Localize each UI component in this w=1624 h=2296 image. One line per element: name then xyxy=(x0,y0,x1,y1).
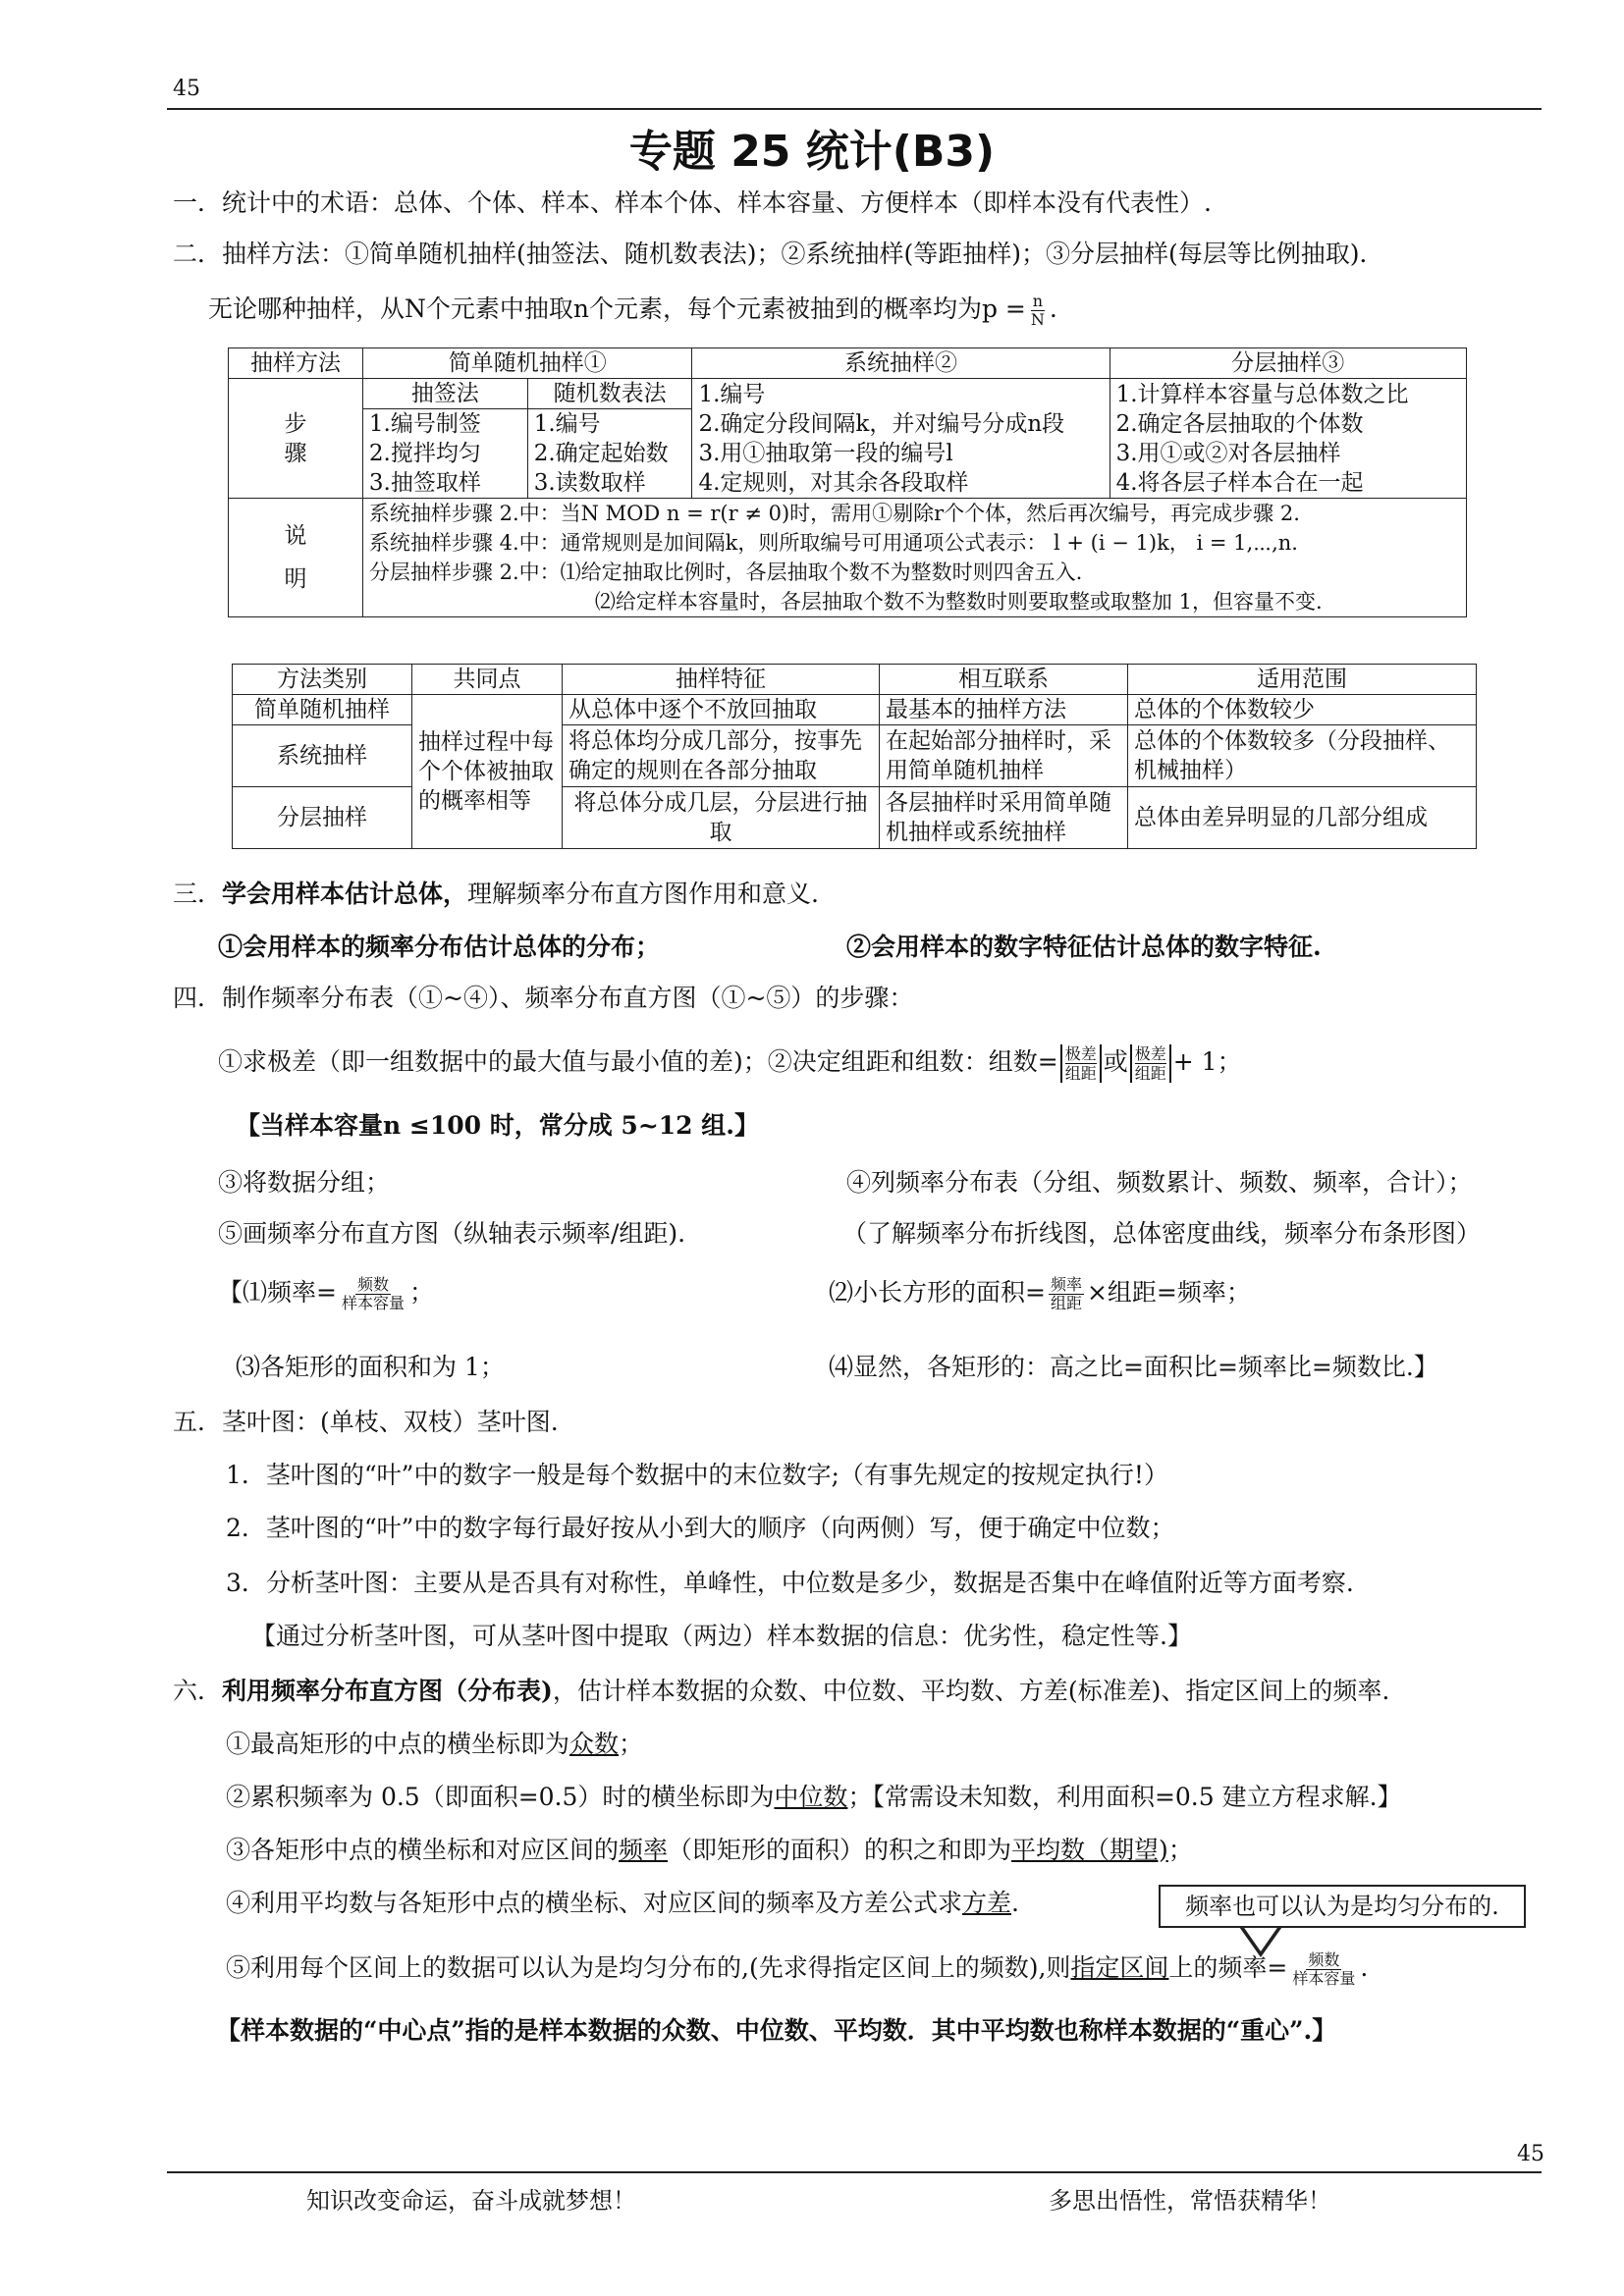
footer-page-number: 45 xyxy=(1517,2142,1544,2166)
table1-stratified-steps xyxy=(1110,379,1466,499)
text: ； xyxy=(408,1278,434,1307)
fraction-denominator: N xyxy=(1030,310,1045,329)
table2-relation: 最基本的抽样方法 xyxy=(880,695,1128,725)
text: ①求极差（即一组数据中的最大值与最小值的差)；②决定组距和组数：组数= xyxy=(218,1047,1058,1076)
step: 3.抽签取样 xyxy=(368,470,481,496)
footer-right-motto: 多思出悟性，常悟获精华！ xyxy=(1049,2187,1331,2215)
text: 理解频率分布直方图作用和意义. xyxy=(467,880,819,908)
step: 4.将各层子样本合在一起 xyxy=(1115,469,1364,496)
fraction xyxy=(1290,1951,1357,1988)
section-5-line1: 五．茎叶图：(单枝、双枝）茎叶图. xyxy=(173,1408,559,1436)
underlined-term: 频率 xyxy=(619,1836,669,1864)
section-5-p1: 1．茎叶图的“叶”中的数字一般是每个数据中的末位数字;（有事先规定的按规定执行!） xyxy=(226,1461,1168,1489)
text: ⑤利用每个区间上的数据可以认为是均匀分布的,(先求得指定区间上的频数),则 xyxy=(226,1953,1071,1982)
step: 4.定规则，对其余各段取样 xyxy=(698,469,969,496)
text: 或 xyxy=(1103,1047,1128,1076)
table2-relation: 在起始部分抽样时，采用简单随机抽样 xyxy=(880,725,1128,787)
section-4-line1: 四．制作频率分布表（①~④）、频率分布直方图（①~⑤）的步骤： xyxy=(173,984,914,1012)
text: ×组距=频率； xyxy=(1086,1278,1251,1307)
text: ； xyxy=(619,1730,644,1758)
text: ②累积频率为 0.5（即面积=0.5）时的横坐标即为 xyxy=(226,1783,775,1811)
table2-common: 抽样过程中每个个体被抽取的概率相等 xyxy=(412,695,563,849)
underlined-term: 方差 xyxy=(962,1889,1012,1917)
formula-area-sum: ⑶各矩形的面积和为 1； xyxy=(236,1353,505,1381)
table1-random-table-steps xyxy=(527,409,692,499)
section-3-line1 xyxy=(173,878,819,911)
table1-notes-label: 说 明 xyxy=(229,499,363,617)
table2-header: 抽样特征 xyxy=(563,665,880,695)
note: 系统抽样步骤 4.中：通常规则是加间隔k，则所取编号可用通项公式表示： l + (i − 1)k， i = 1,⋯,n. xyxy=(368,531,1298,555)
text: ④利用平均数与各矩形中点的横坐标、对应区间的频率及方差公式求 xyxy=(226,1889,963,1917)
bold-text: 利用频率分布直方图（分布表) xyxy=(222,1677,553,1705)
section-6-p4 xyxy=(226,1887,1019,1920)
fraction-numerator: 频率 xyxy=(1050,1275,1082,1294)
fraction-numerator: 频数 xyxy=(1308,1950,1340,1969)
section-1: 一．统计中的术语：总体、个体、样本、样本个体、样本容量、方便样本（即样本没有代表性）. xyxy=(173,188,1212,217)
formula-ratios: ⑷显然，各矩形的：高之比=面积比=频率比=频数比.】 xyxy=(829,1353,1438,1381)
fraction-numerator: 极差 xyxy=(1134,1044,1166,1063)
fraction-denominator: 组距 xyxy=(1134,1064,1166,1083)
table2-relation: 各层抽样时采用简单随机抽样或系统抽样 xyxy=(880,787,1128,849)
section-6-p5 xyxy=(226,1951,1368,1988)
fraction-numerator: n xyxy=(1032,292,1044,310)
probability-suffix: . xyxy=(1049,294,1057,323)
section-6-line1 xyxy=(173,1675,1389,1708)
section-2-line1: 二．抽样方法：①简单随机抽样(抽签法、随机数表法)；②系统抽样(等距抽样)；③分层抽样(每层等比例抽取)． xyxy=(173,240,1384,268)
step: 2.确定各层抽取的个体数 xyxy=(1115,410,1364,437)
table2-scope: 总体的个体数较多（分段抽样、机械抽样） xyxy=(1128,725,1477,787)
text: ；【常需设未知数，利用面积=0.5 建立方程求解.】 xyxy=(847,1783,1402,1811)
section-2-line2 xyxy=(208,293,1057,329)
fraction-numerator: 频数 xyxy=(356,1275,389,1294)
table1-random-table-header: 随机数表法 xyxy=(527,379,692,409)
section-5-note: 【通过分析茎叶图，可从茎叶图中提取（两边）样本数据的信息：优劣性，稳定性等.】 xyxy=(251,1622,1192,1650)
underlined-term: 指定区间 xyxy=(1070,1953,1169,1982)
fraction xyxy=(1049,1276,1084,1312)
fraction-denominator: 样本容量 xyxy=(341,1294,405,1312)
text: ⑵小长方形的面积= xyxy=(829,1278,1046,1307)
table2-header: 共同点 xyxy=(412,665,563,695)
probability-fraction xyxy=(1029,293,1047,329)
sampling-comparison-table xyxy=(232,664,1477,849)
underlined-term: 中位数 xyxy=(774,1783,848,1811)
step: 1.计算样本容量与总体数之比 xyxy=(1115,381,1409,407)
table2-header: 相互联系 xyxy=(880,665,1128,695)
note: ⑵给定样本容量时，各层抽取个数不为整数时则要取整或取整加 1，但容量不变. xyxy=(594,590,1323,614)
section-6-p1 xyxy=(226,1728,643,1761)
section-4-note: 【当样本容量n ≤100 时，常分成 5~12 组.】 xyxy=(236,1111,759,1140)
step: 2.搅拌均匀 xyxy=(368,441,481,466)
section-4-step4: ④列频率分布表（分组、频数累计、频数、频率，合计）； xyxy=(846,1168,1473,1197)
step: 3.用①抽取第一段的编号l xyxy=(698,440,953,466)
header-page-number: 45 xyxy=(173,77,200,101)
footer-left-motto: 知识改变命运，奋斗成就梦想！ xyxy=(306,2187,636,2215)
table2-scope: 总体由差异明显的几部分组成 xyxy=(1128,787,1477,849)
fraction-denominator: 组距 xyxy=(1050,1294,1082,1312)
step: 2.确定分段间隔k，并对编号分成n段 xyxy=(698,410,1065,437)
section-5-p2: 2．茎叶图的“叶”中的数字每行最好按从小到大的顺序（向两侧）写，便于确定中位数； xyxy=(226,1514,1175,1542)
section-6-note: 【样本数据的“中心点”指的是样本数据的众数、中位数、平均数．其中平均数也称样本数据的“重心”.】 xyxy=(216,2016,1337,2045)
step: 1.编号 xyxy=(533,411,601,437)
table1-systematic-steps xyxy=(692,379,1110,499)
table1-header-method: 抽样方法 xyxy=(229,348,363,379)
fraction-denominator: 组距 xyxy=(1064,1064,1097,1083)
text: + 1； xyxy=(1172,1047,1242,1076)
section-4-step5-note: （了解频率分布折线图，总体密度曲线，频率分布条形图） xyxy=(842,1219,1482,1248)
text: （即矩形的面积）的积之和即为 xyxy=(668,1836,1012,1864)
text: ； xyxy=(1167,1836,1193,1864)
table1-header-systematic: 系统抽样② xyxy=(692,348,1110,379)
underlined-term: 平均数（期望) xyxy=(1011,1836,1168,1864)
section-4-step3: ③将数据分组； xyxy=(218,1168,391,1197)
bold-text: 学会用样本估计总体， xyxy=(222,880,468,908)
step: 1.编号 xyxy=(698,381,766,407)
table2-header: 方法类别 xyxy=(233,665,412,695)
step: 3.用①或②对各层抽样 xyxy=(1115,440,1341,466)
table1-lottery-steps xyxy=(362,409,527,499)
table2-feature: 将总体分成几层，分层进行抽取 xyxy=(563,787,880,849)
table1-steps-label: 步 骤 xyxy=(229,379,363,499)
text: ，估计样本数据的众数、中位数、平均数、方差(标准差)、指定区间上的频率. xyxy=(552,1677,1390,1705)
step: 3.读数取样 xyxy=(533,470,646,496)
text: . xyxy=(1011,1889,1019,1917)
text: . xyxy=(1360,1953,1369,1982)
callout-box: 频率也可以认为是均匀分布的. xyxy=(1159,1885,1526,1928)
table2-scope: 总体的个体数较少 xyxy=(1128,695,1477,725)
page-title: 专题 25 统计(B3) xyxy=(628,127,996,177)
table2-feature: 从总体中逐个不放回抽取 xyxy=(563,695,880,725)
note: 分层抽样步骤 2.中：⑴给定抽取比例时，各层抽取个数不为整数时则四舍五入. xyxy=(368,561,1083,584)
step: 1.编号制签 xyxy=(368,411,481,437)
group-count-bracket xyxy=(1130,1044,1171,1083)
underlined-term: 众数 xyxy=(569,1730,620,1758)
fraction-denominator: 样本容量 xyxy=(1292,1969,1356,1988)
section-5-p3: 3．分析茎叶图：主要从是否具有对称性，单峰性，中位数是多少，数据是否集中在峰值附近等方面考察. xyxy=(226,1569,1354,1597)
fraction-numerator: 极差 xyxy=(1064,1044,1097,1063)
table2-row-name: 系统抽样 xyxy=(233,725,412,787)
section-4-step5: ⑤画频率分布直方图（纵轴表示频率/组距). xyxy=(218,1219,686,1248)
section-3-b: ②会用样本的数字特征估计总体的数字特征. xyxy=(846,933,1322,961)
section-number: 三． xyxy=(173,880,223,908)
table1-header-stratified: 分层抽样③ xyxy=(1110,348,1466,379)
header-rule xyxy=(167,108,1542,110)
sampling-methods-table xyxy=(228,347,1467,617)
group-count-bracket xyxy=(1060,1044,1102,1083)
table1-header-simple: 简单随机抽样① xyxy=(362,348,692,379)
fraction xyxy=(340,1276,406,1312)
formula-frequency xyxy=(218,1276,434,1312)
probability-text: 无论哪种抽样，从N个元素中抽取n个元素，每个元素被抽到的概率均为p = xyxy=(208,294,1026,323)
step: 2.确定起始数 xyxy=(533,441,669,466)
table2-feature: 将总体均分成几部分，按事先确定的规则在各部分抽取 xyxy=(563,725,880,787)
text: 【⑴频率= xyxy=(218,1278,337,1307)
text: 上的频率= xyxy=(1168,1953,1288,1982)
section-6-p3 xyxy=(226,1834,1193,1867)
section-number: 六． xyxy=(173,1677,223,1705)
footer-rule xyxy=(167,2171,1542,2173)
section-6-p2 xyxy=(226,1781,1402,1814)
table1-notes xyxy=(362,499,1466,617)
table2-row-name: 分层抽样 xyxy=(233,787,412,849)
formula-rectangle-area xyxy=(829,1276,1251,1312)
section-4-step12 xyxy=(218,1044,1242,1083)
table2-row-name: 简单随机抽样 xyxy=(233,695,412,725)
table1-lottery-header: 抽签法 xyxy=(362,379,527,409)
table2-header: 适用范围 xyxy=(1128,665,1477,695)
text: ①最高矩形的中点的横坐标即为 xyxy=(226,1730,570,1758)
text: ③各矩形中点的横坐标和对应区间的 xyxy=(226,1836,620,1864)
note: 系统抽样步骤 2.中：当N MOD n = r(r ≠ 0)时，需用①剔除r个个体，然后再次编号，再完成步骤 2. xyxy=(368,502,1300,525)
section-3-a: ①会用样本的频率分布估计总体的分布； xyxy=(218,933,661,961)
